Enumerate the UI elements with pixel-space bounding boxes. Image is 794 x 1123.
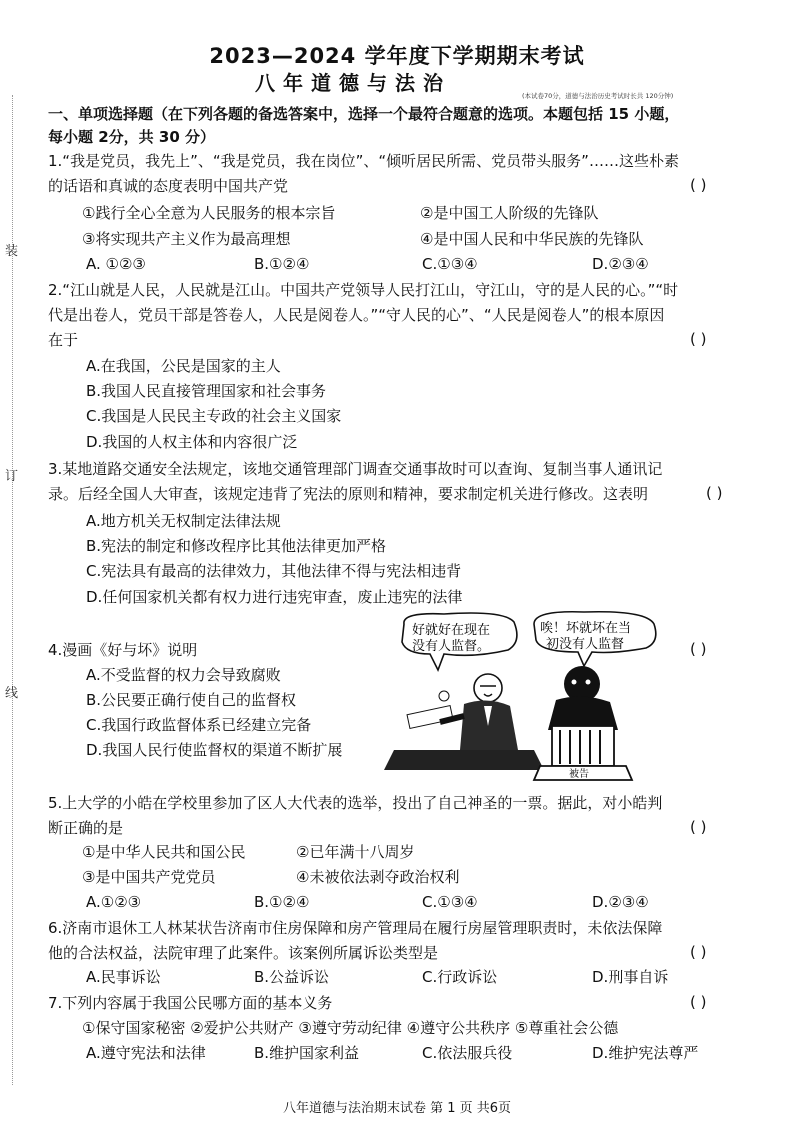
q2-option-a: A.在我国，公民是国家的主人	[86, 357, 281, 375]
q4-option-c: C.我国行政监督体系已经建立完备	[86, 716, 312, 734]
q7-option-b: B.维护国家利益	[254, 1044, 360, 1062]
q1-statement-4: ④是中国人民和中华民族的先锋队	[420, 230, 644, 248]
q3-option-c: C.宪法具有最高的法律效力，其他法律不得与宪法相违背	[86, 562, 462, 580]
cartoon-good-and-bad	[384, 608, 684, 790]
q6-option-d: D.刑事自诉	[592, 968, 669, 986]
q1-answer-blank: ( )	[690, 176, 707, 194]
q7-option-c: C.依法服兵役	[422, 1044, 513, 1062]
dock-label: 被告	[569, 769, 589, 780]
q3-stem-line2: 录。后经全国人大审查，该规定违背了宪法的原则和精神，要求制定机关进行修改。这表明	[48, 485, 649, 503]
q3-option-a: A.地方机关无权制定法律法规	[86, 512, 281, 530]
q1-statement-2: ②是中国工人阶级的先锋队	[420, 204, 599, 222]
exam-title: 2023—2024 学年度下学期期末考试	[209, 44, 585, 68]
q5-option-d: D.②③④	[592, 893, 649, 911]
q5-statement-3: ③是中国共产党党员	[82, 868, 216, 886]
q2-stem-line3: 在于	[48, 331, 79, 349]
q1-option-b: B.①②④	[254, 255, 310, 273]
q3-option-b: B.宪法的制定和修改程序比其他法律更加严格	[86, 537, 387, 555]
q2-option-c: C.我国是人民民主专政的社会主义国家	[86, 407, 342, 425]
q4-stem: 4.漫画《好与坏》说明	[48, 641, 198, 659]
q6-option-c: C.行政诉讼	[422, 968, 498, 986]
q7-stem: 7.下列内容属于我国公民哪方面的基本义务	[48, 994, 333, 1012]
section-title-line1: 一、单项选择题（在下列各题的备选答案中，选择一个最符合题意的选项。本题包括 15 小题，	[48, 105, 680, 123]
q4-option-b: B.公民要正确行使自己的监督权	[86, 691, 297, 709]
bubble-left-line1: 好就好在现在	[412, 623, 491, 638]
margin-mark-ding: 订	[5, 469, 19, 484]
q5-option-b: B.①②④	[254, 893, 310, 911]
q7-option-d: D.维护宪法尊严	[592, 1044, 699, 1062]
defendant-figure-right	[534, 666, 632, 780]
q1-option-d: D.②③④	[592, 255, 649, 273]
bubble-right-line1: 唉！坏就坏在当	[540, 621, 632, 636]
q2-stem-line2: 代是出卷人，党员干部是答卷人，人民是阅卷人。”“守人民的心”、“人民是阅卷人”的根本原因	[48, 306, 665, 324]
q1-statement-3: ③将实现共产主义作为最高理想	[82, 230, 291, 248]
q6-stem-line2: 他的合法权益，法院审理了此案件。该案例所属诉讼类型是	[48, 944, 439, 962]
q5-stem-line2: 断正确的是	[48, 819, 124, 837]
exam-subject: 八年道德与法治	[255, 71, 451, 95]
q5-answer-blank: ( )	[690, 818, 707, 836]
q1-statement-1: ①践行全心全意为人民服务的根本宗旨	[82, 204, 336, 222]
bubble-left-line2: 没有人监督。	[412, 639, 491, 654]
q3-option-d: D.任何国家机关都有权力进行违宪审查，废止违宪的法律	[86, 588, 463, 606]
q4-option-a: A.不受监督的权力会导致腐败	[86, 666, 281, 684]
q3-stem-line1: 3.某地道路交通安全法规定，该地交通管理部门调查交通事故时可以查询、复制当事人通讯记	[48, 460, 663, 478]
q1-stem-line1: 1.“我是党员，我先上”、“我是党员，我在岗位”、“倾听居民所需、党员带头服务”……这些朴素	[48, 152, 679, 170]
official-figure-left	[384, 674, 544, 770]
page-footer: 八年道德与法治期末试卷 第 1 页 共6页	[282, 1101, 512, 1116]
q1-stem-line2: 的话语和真诚的态度表明中国共产党	[48, 177, 289, 195]
q5-stem-line1: 5.上大学的小皓在学校里参加了区人大代表的选举，投出了自己神圣的一票。据此，对小皓判	[48, 794, 663, 812]
q5-statement-2: ②已年满十八周岁	[296, 843, 415, 861]
q4-answer-blank: ( )	[690, 640, 707, 658]
q5-statement-4: ④未被依法剥夺政治权利	[296, 868, 460, 886]
q6-answer-blank: ( )	[690, 943, 707, 961]
q5-statement-1: ①是中华人民共和国公民	[82, 843, 246, 861]
q6-option-a: A.民事诉讼	[86, 968, 161, 986]
q1-option-a: A. ①②③	[86, 255, 146, 273]
q5-option-a: A.①②③	[86, 893, 142, 911]
margin-mark-zhuang: 装	[5, 244, 19, 259]
bubble-right-line2: 初没有人监督	[546, 637, 625, 652]
exam-note: (本试卷70分，道德与法治历史考试时长共 120分钟)	[522, 92, 674, 100]
q7-answer-blank: ( )	[690, 993, 707, 1011]
q5-option-c: C.①③④	[422, 893, 478, 911]
q7-items: ①保守国家秘密 ②爱护公共财产 ③遵守劳动纪律 ④遵守公共秩序 ⑤尊重社会公德	[82, 1019, 619, 1037]
q2-option-b: B.我国人民直接管理国家和社会事务	[86, 382, 327, 400]
q2-option-d: D.我国的人权主体和内容很广泛	[86, 433, 298, 451]
q2-stem-line1: 2.“江山就是人民，人民就是江山。中国共产党领导人民打江山，守江山，守的是人民的心。”“时	[48, 281, 679, 299]
q4-option-d: D.我国人民行使监督权的渠道不断扩展	[86, 741, 343, 759]
q6-option-b: B.公益诉讼	[254, 968, 330, 986]
q7-option-a: A.遵守宪法和法律	[86, 1044, 206, 1062]
q1-option-c: C.①③④	[422, 255, 478, 273]
q6-stem-line1: 6.济南市退休工人林某状告济南市住房保障和房产管理局在履行房屋管理职责时，未依法保障	[48, 919, 663, 937]
margin-mark-xian: 线	[5, 686, 19, 701]
q2-answer-blank: ( )	[690, 330, 707, 348]
section-title-line2: 每小题 2分，共 30 分）	[48, 128, 215, 146]
q3-answer-blank: ( )	[706, 484, 723, 502]
